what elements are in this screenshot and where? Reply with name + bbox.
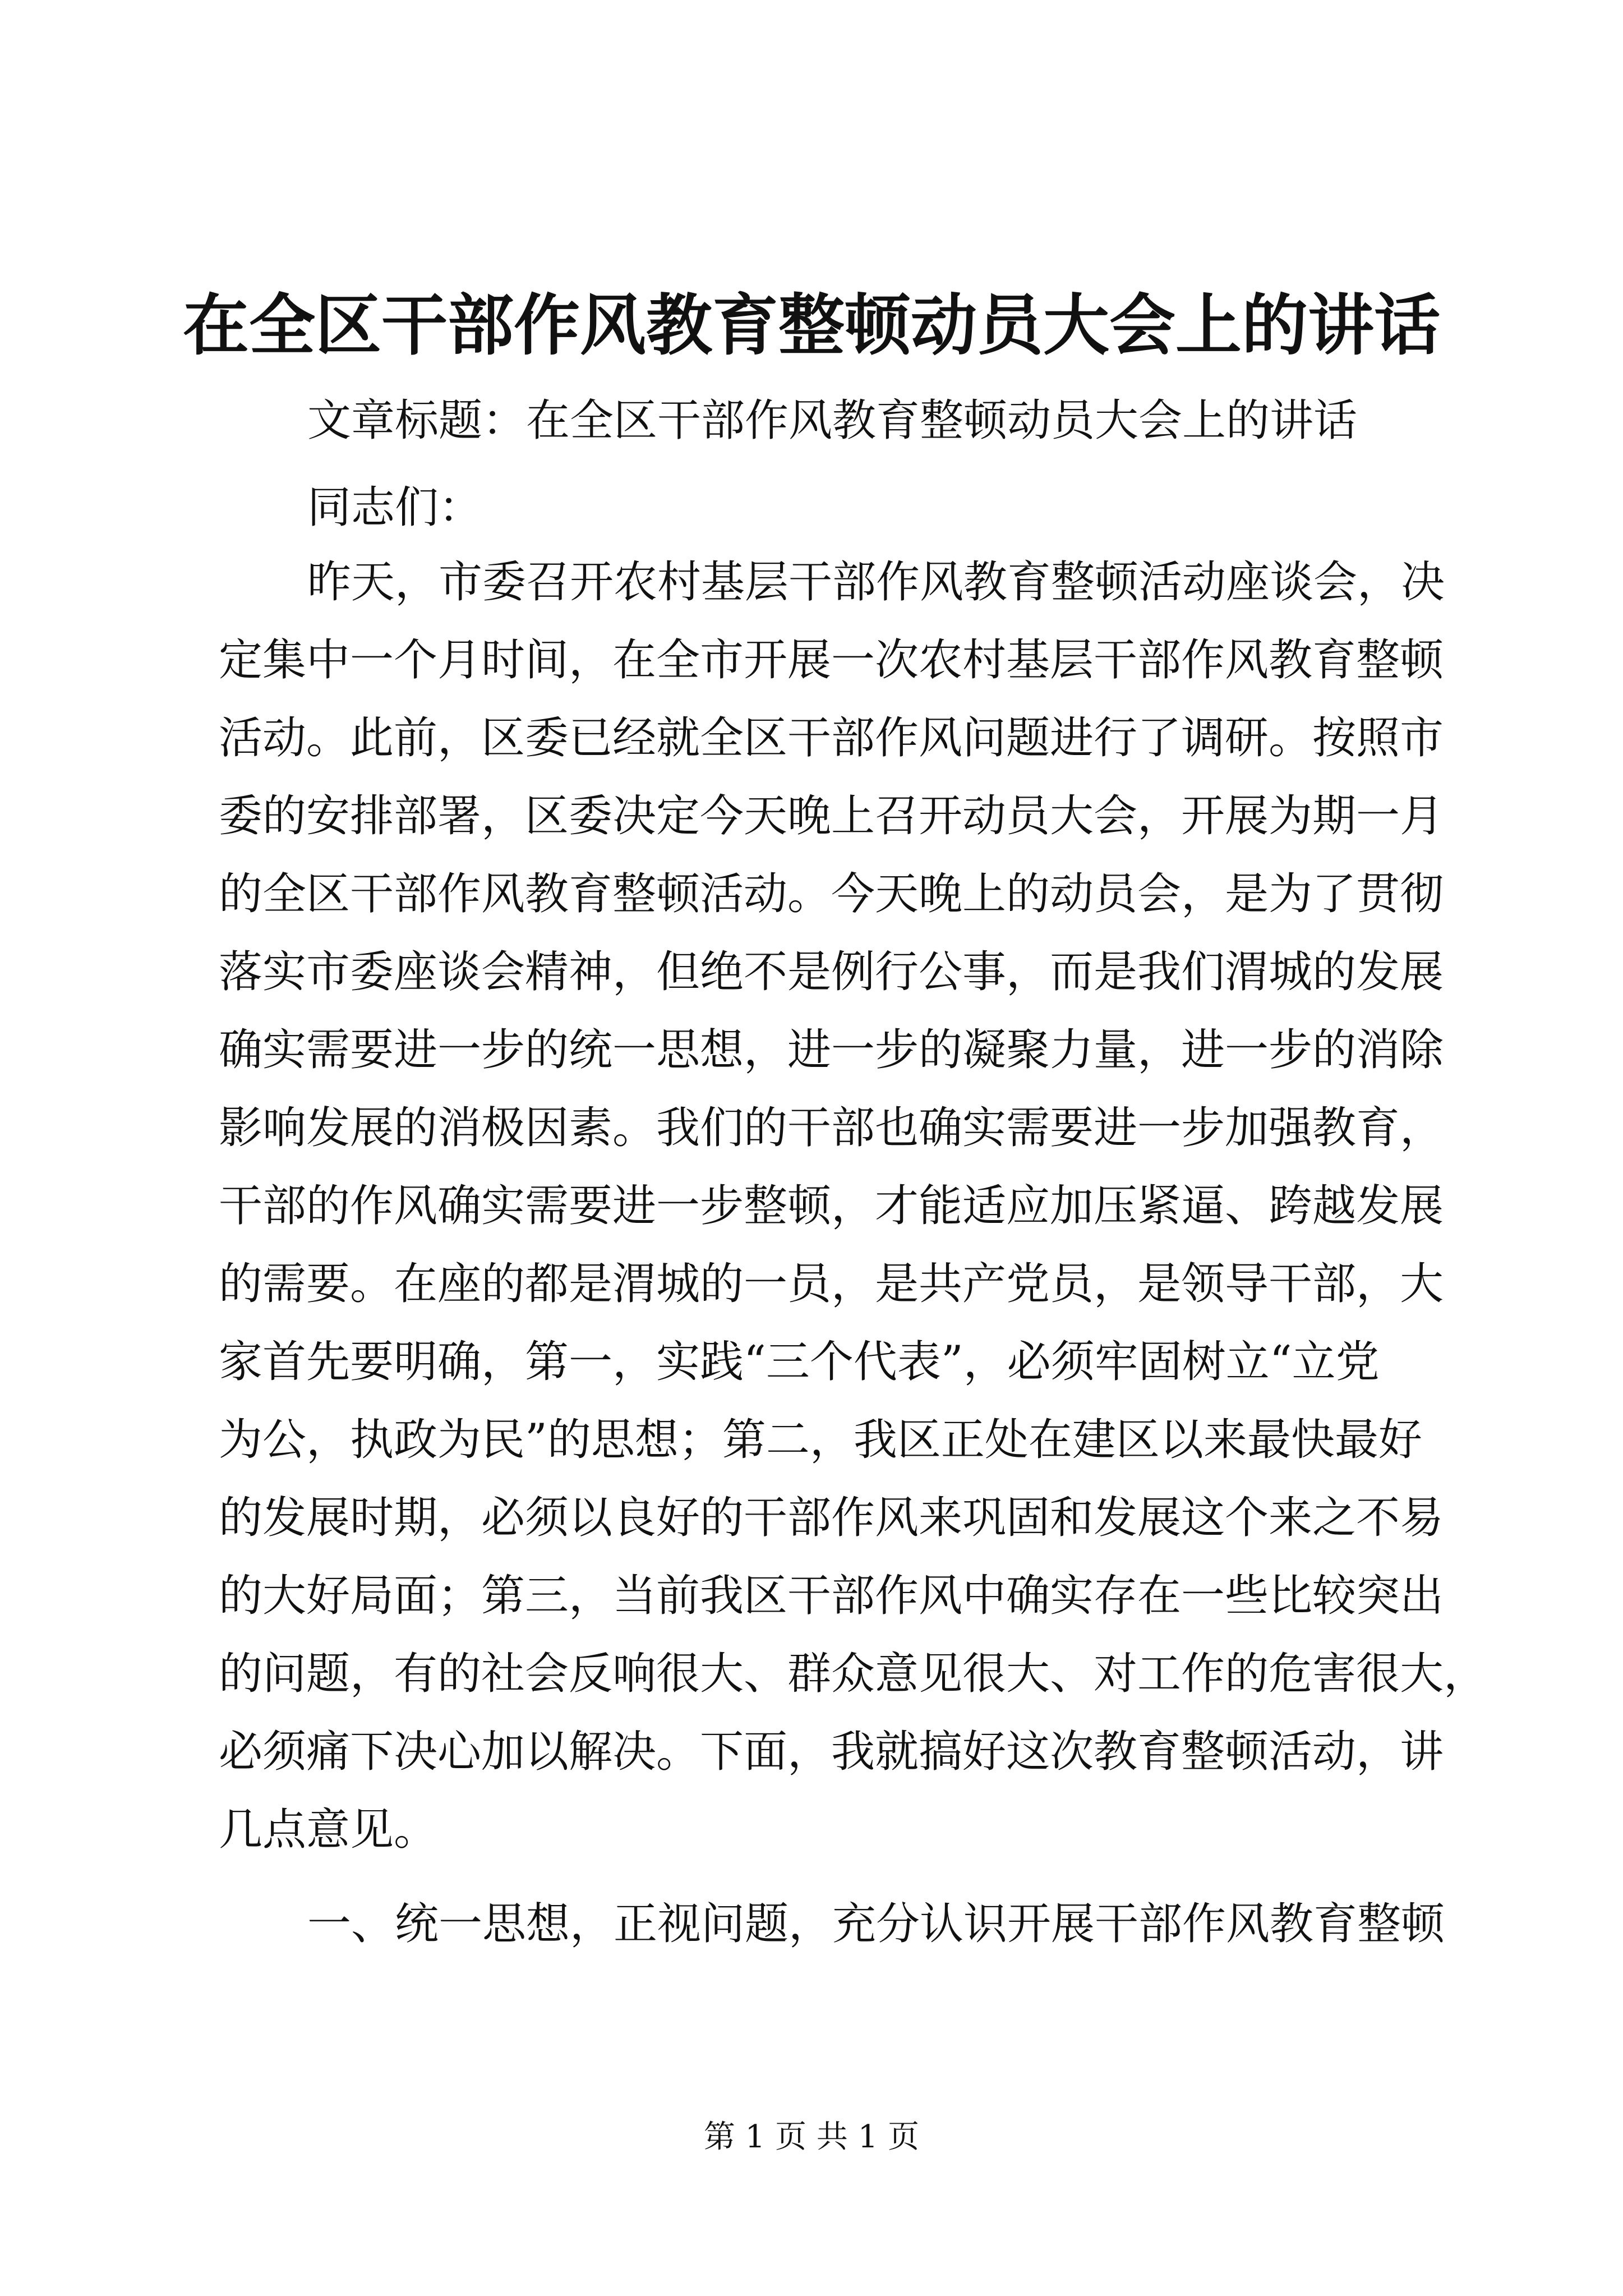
body-line: 落实市委座谈会精神，但绝不是例行公事，而是我们渭城的发展: [219, 947, 1444, 997]
body-line: 的需要。在座的都是渭城的一员，是共产党员，是领导干部，大: [219, 1259, 1444, 1309]
body-line: 的问题，有的社会反响很大、群众意见很大、对工作的危害很大，: [219, 1649, 1488, 1699]
body-line: 的发展时期，必须以良好的干部作风来巩固和发展这个来之不易: [219, 1493, 1444, 1543]
body-line: 定集中一个月时间，在全市开展一次农村基层干部作风教育整顿: [219, 635, 1444, 685]
body-line: 必须痛下决心加以解决。下面，我就搞好这次教育整顿活动，讲: [219, 1727, 1444, 1777]
body-line: 几点意见。: [219, 1805, 438, 1855]
body-line: 昨天，市委召开农村基层干部作风教育整顿活动座谈会，决: [307, 557, 1445, 608]
body-line: 家首先要明确，第一，实践“三个代表”，必须牢固树立“立党: [219, 1337, 1380, 1387]
salutation: 同志们：: [307, 482, 483, 533]
page-footer: 第 1 页 共 1 页: [703, 2119, 920, 2155]
body-line: 确实需要进一步的统一思想，进一步的凝聚力量，进一步的消除: [219, 1025, 1444, 1075]
body-line: 的大好局面；第三，当前我区干部作风中确实存在一些比较突出: [219, 1571, 1444, 1621]
body-line: 为公，执政为民”的思想；第二，我区正处在建区以来最快最好: [219, 1415, 1422, 1465]
body-line: 的全区干部作风教育整顿活动。今天晚上的动员会，是为了贯彻: [219, 869, 1444, 919]
body-line: 委的安排部署，区委决定今天晚上召开动员大会，开展为期一月: [219, 791, 1444, 841]
section-heading: 一、统一思想，正视问题，充分认识开展干部作风教育整顿: [307, 1899, 1445, 1949]
body-line: 干部的作风确实需要进一步整顿，才能适应加压紧逼、跨越发展: [219, 1181, 1444, 1231]
document-title: 在全区干部作风教育整顿动员大会上的讲话: [182, 286, 1440, 364]
body-line: 活动。此前，区委已经就全区干部作风问题进行了调研。按照市: [219, 713, 1444, 763]
article-title-line: 文章标题：在全区干部作风教育整顿动员大会上的讲话: [307, 395, 1358, 446]
body-line: 影响发展的消极因素。我们的干部也确实需要进一步加强教育，: [219, 1103, 1444, 1153]
